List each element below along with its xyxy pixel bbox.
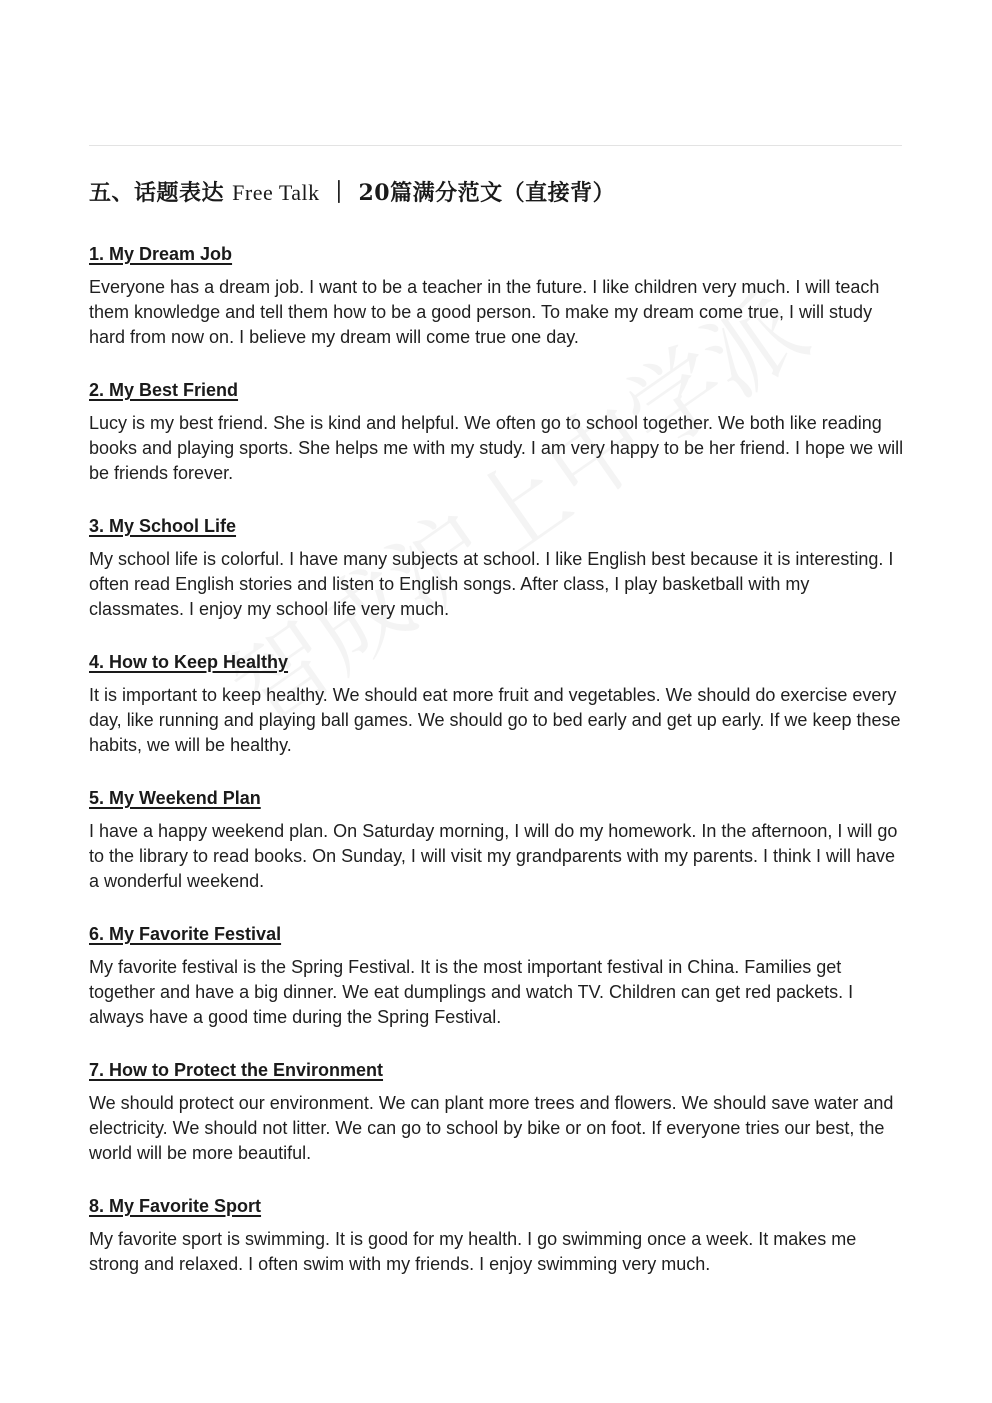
essay-my-dream-job — [89, 241, 904, 377]
essay-my-favorite-festival — [89, 921, 904, 1057]
essay-title: 8. My Favorite Sport — [89, 1196, 262, 1216]
essay-body: My school life is colorful. I have many subjects at school. I like English best because it is interesting. I often read English stories and listen to English songs. After class, I play basketball with my classmates. I enjoy my school life very much. — [89, 549, 894, 620]
page-title-prefix: 五、话题表达 — [89, 180, 233, 206]
essay-how-to-protect-the-environment — [89, 1057, 904, 1193]
essay-title: 6. My Favorite Festival — [89, 924, 282, 944]
page-title-english: Free Talk — [232, 180, 320, 205]
essay-my-best-friend — [89, 377, 904, 513]
essay-my-favorite-sport — [89, 1193, 904, 1329]
essay-title: 7. How to Protect the Environment — [89, 1060, 384, 1080]
essay-body: I have a happy weekend plan. On Saturday morning, I will do my homework. In the afternoon, I will go to the library to read books. On Sunday, I will visit my grandparents with my parents. I think I will have a wonderful weekend. — [89, 821, 898, 892]
essay-title: 5. My Weekend Plan — [89, 788, 261, 808]
essay-my-school-life — [89, 513, 904, 649]
essay-body: My favorite festival is the Spring Festival. It is the most important festival in China. Families get together and have a big dinner. We eat dumplings and watch TV. Children can get red packets. I always have a good time during the Spring Festival. — [89, 957, 854, 1028]
essay-body: My favorite sport is swimming. It is good for my health. I go swimming once a week. It makes me strong and relaxed. I often swim with my friends. I enjoy swimming very much. — [89, 1229, 857, 1275]
page-title-suffix: ｜ 20篇满分范文（直接背） — [319, 180, 616, 206]
page-title — [89, 176, 615, 207]
essay-body: Lucy is my best friend. She is kind and helpful. We often go to school together. We both like reading books and playing sports. She helps me with my study. I am very happy to be her friend. I hope we will be friends forever. — [89, 413, 904, 484]
essay-body: It is important to keep healthy. We should eat more fruit and vegetables. We should do exercise every day, like running and playing ball games. We should go to bed early and get up early. If we keep these habits, we will be healthy. — [89, 685, 901, 756]
header-divider — [89, 145, 902, 146]
essay-title: 1. My Dream Job — [89, 244, 233, 264]
essay-how-to-keep-healthy — [89, 649, 904, 785]
essay-body: Everyone has a dream job. I want to be a teacher in the future. I like children very much. I will teach them knowledge and tell them how to be a good person. To make my dream come true, I will study hard from now on. I believe my dream will come true one day. — [89, 277, 880, 348]
essay-title: 2. My Best Friend — [89, 380, 239, 400]
essay-title: 4. How to Keep Healthy — [89, 652, 289, 672]
essay-body: We should protect our environment. We can plant more trees and flowers. We should save water and electricity. We should not litter. We can go to school by bike or on foot. If everyone tries our best, the world will be more beautiful. — [89, 1093, 894, 1164]
essay-my-weekend-plan — [89, 785, 904, 921]
essay-title: 3. My School Life — [89, 516, 237, 536]
essay-list — [89, 241, 904, 1329]
